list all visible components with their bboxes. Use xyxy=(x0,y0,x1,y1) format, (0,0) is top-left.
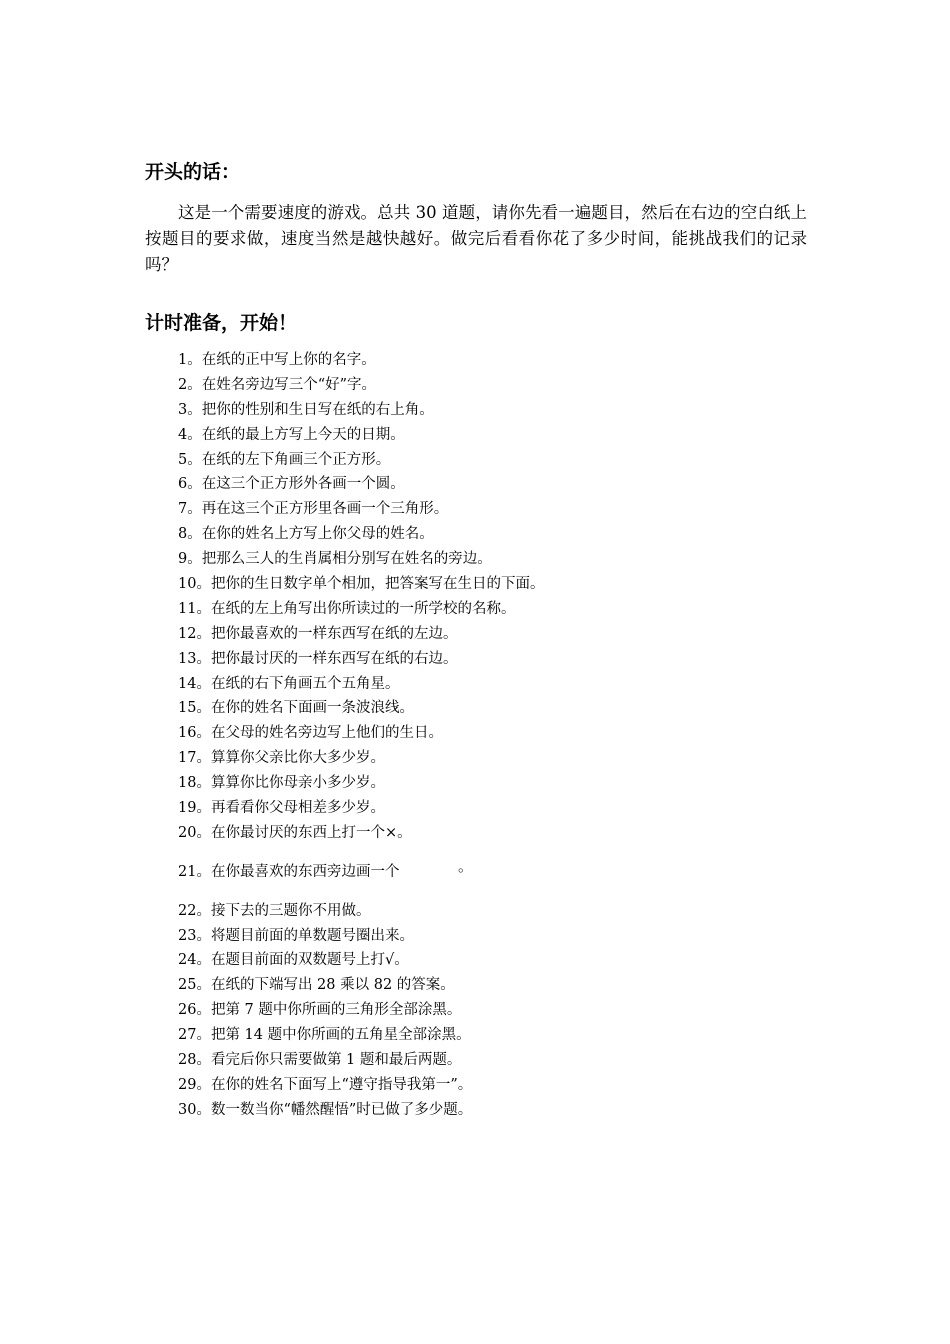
step-21-end-mark: 。 xyxy=(458,856,474,875)
step-item: 16。在父母的姓名旁边写上他们的生日。 xyxy=(178,725,443,742)
step-item: 24。在题目前面的双数题号上打√。 xyxy=(178,952,409,969)
step-item: 13。把你最讨厌的一样东西写在纸的右边。 xyxy=(178,650,458,667)
step-item: 10。把你的生日数字单个相加，把答案写在生日的下面。 xyxy=(178,576,545,593)
step-item: 14。在纸的右下角画五个五角星。 xyxy=(178,675,400,692)
step-item: 22。接下去的三题你不用做。 xyxy=(178,902,371,919)
step-item: 8。在你的姓名上方写上你父母的姓名。 xyxy=(178,526,434,543)
step-item: 6。在这三个正方形外各画一个圆。 xyxy=(178,476,405,493)
step-item: 15。在你的姓名下面画一条波浪线。 xyxy=(178,700,414,717)
step-item: 4。在纸的最上方写上今天的日期。 xyxy=(178,426,405,443)
step-item: 25。在纸的下端写出 28 乘以 82 的答案。 xyxy=(178,977,455,994)
step-item: 5。在纸的左下角画三个正方形。 xyxy=(178,451,391,468)
step-item: 29。在你的姓名下面写上“遵守指导我第一”。 xyxy=(178,1076,473,1093)
start-heading: 计时准备，开始！ xyxy=(145,312,298,334)
step-item: 7。再在这三个正方形里各画一个三角形。 xyxy=(178,501,449,518)
step-item: 12。把你最喜欢的一样东西写在纸的左边。 xyxy=(178,625,458,642)
intro-heading: 开头的话： xyxy=(145,161,241,183)
step-list xyxy=(178,348,544,1123)
intro-paragraph: 这是一个需要速度的游戏。总共 30 道题，请你先看一遍题目，然后在右边的空白纸上按题目的要求做，速度当然是越快越好。做完后看看你花了多少时间，能挑战我们的记录吗？ xyxy=(145,203,807,274)
step-item-21 xyxy=(178,856,544,885)
step-item: 20。在你最讨厌的东西上打一个×。 xyxy=(178,824,412,841)
step-item: 2。在姓名旁边写三个“好”字。 xyxy=(178,376,377,393)
step-item: 17。算算你父亲比你大多少岁。 xyxy=(178,750,385,767)
step-item: 23。将题目前面的单数题号圈出来。 xyxy=(178,927,414,944)
step-item: 26。把第 7 题中你所画的三角形全部涂黑。 xyxy=(178,1002,462,1019)
step-text: 21。在你最喜欢的东西旁边画一个 xyxy=(178,863,400,880)
step-item: 11。在纸的左上角写出你所读过的一所学校的名称。 xyxy=(178,600,516,617)
step-item: 9。把那么三人的生肖属相分别写在姓名的旁边。 xyxy=(178,551,492,568)
step-item: 3。把你的性别和生日写在纸的右上角。 xyxy=(178,401,434,418)
step-item: 27。把第 14 题中你所画的五角星全部涂黑。 xyxy=(178,1027,471,1044)
step-item: 19。再看看你父母相差多少岁。 xyxy=(178,800,385,817)
step-item: 28。看完后你只需要做第 1 题和最后两题。 xyxy=(178,1052,462,1069)
step-item: 18。算算你比你母亲小多少岁。 xyxy=(178,775,385,792)
step-item: 1。在纸的正中写上你的名字。 xyxy=(178,352,376,368)
step-item: 30。数一数当你“幡然醒悟”时已做了多少题。 xyxy=(178,1101,473,1118)
